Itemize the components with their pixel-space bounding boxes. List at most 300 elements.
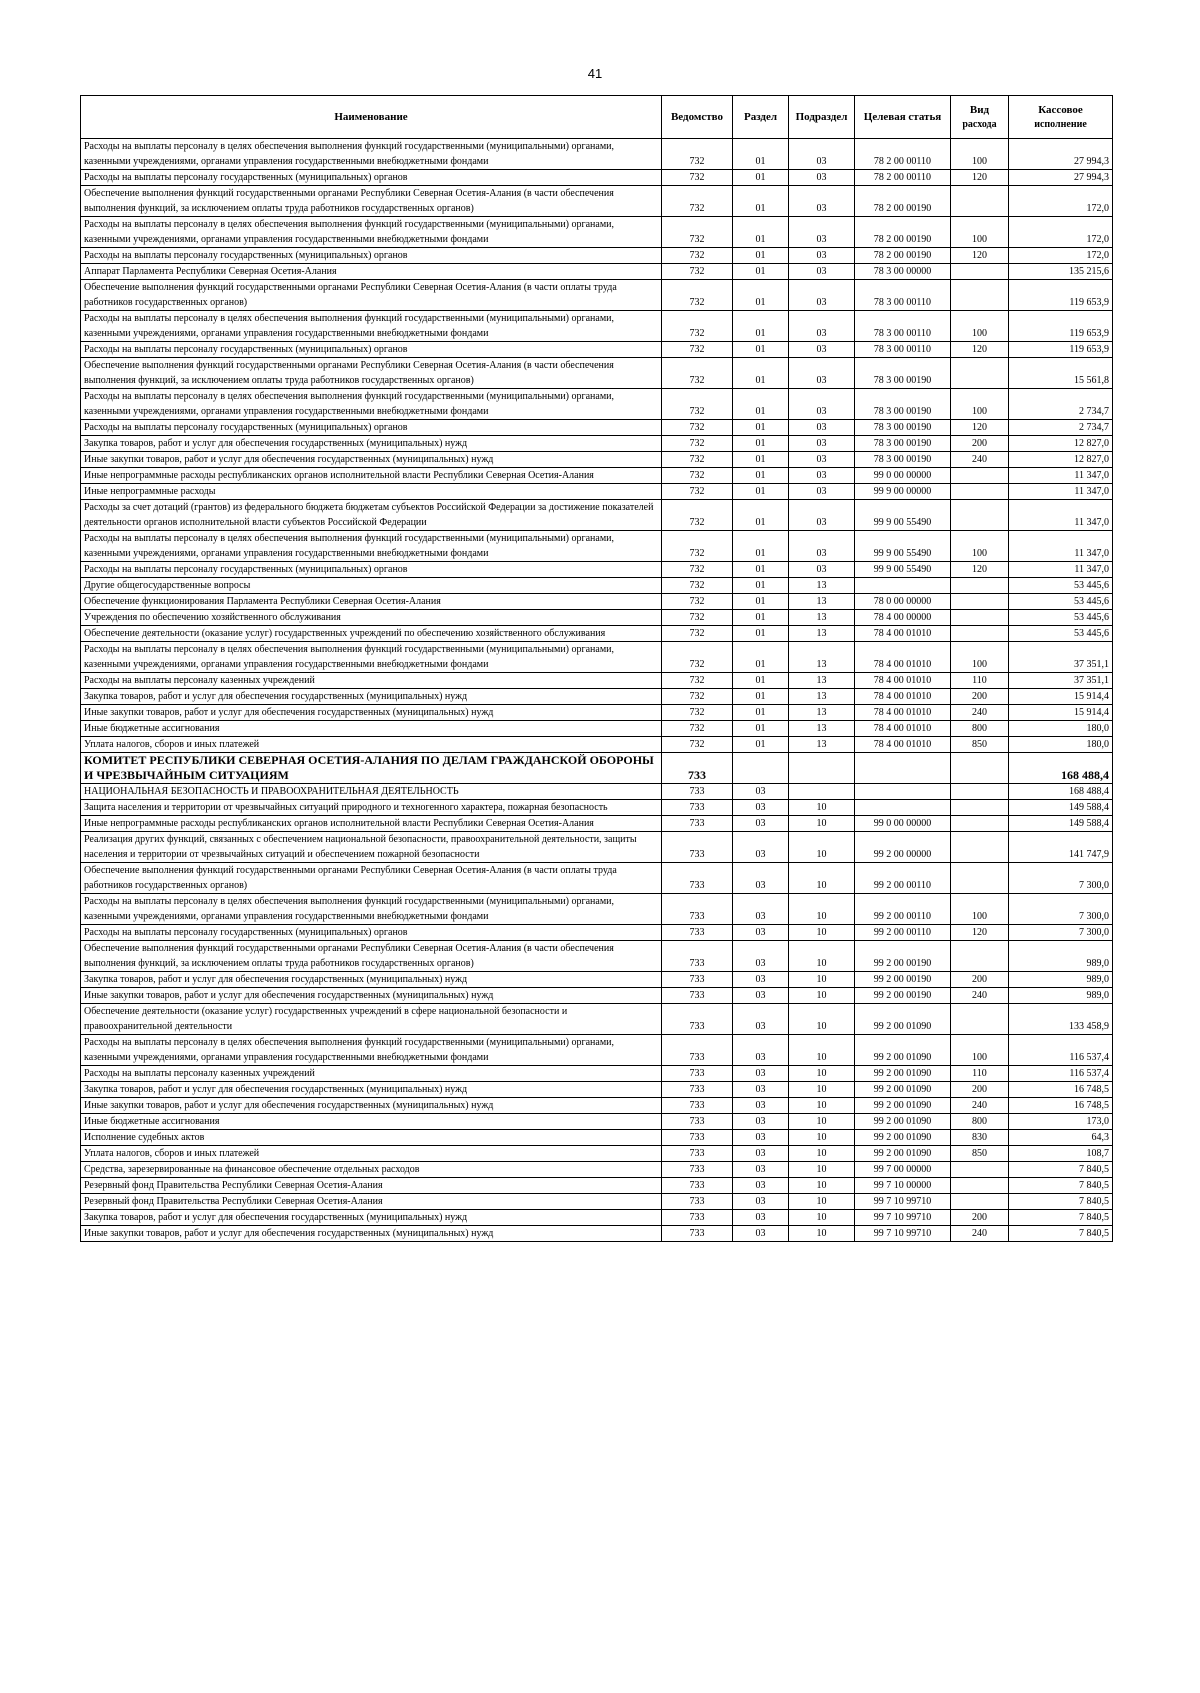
cell-subsection: 10 xyxy=(789,1178,855,1194)
cell-department: 732 xyxy=(662,389,733,420)
cell-section: 01 xyxy=(733,594,789,610)
cell-target-article: 99 2 00 01090 xyxy=(855,1035,951,1066)
cell-expense-type: 200 xyxy=(951,1210,1009,1226)
table-row xyxy=(81,1194,1113,1210)
cell-section: 03 xyxy=(733,816,789,832)
cell-section: 01 xyxy=(733,642,789,673)
cell-target-article: 78 4 00 01010 xyxy=(855,673,951,689)
cell-department: 733 xyxy=(662,1130,733,1146)
cell-department: 732 xyxy=(662,358,733,389)
cell-section: 03 xyxy=(733,832,789,863)
cell-department: 732 xyxy=(662,642,733,673)
cell-expense-type: 100 xyxy=(951,1035,1009,1066)
cell-expense-type: 120 xyxy=(951,248,1009,264)
cell-cash-execution: 12 827,0 xyxy=(1009,436,1113,452)
cell-cash-execution: 7 840,5 xyxy=(1009,1178,1113,1194)
cell-subsection: 10 xyxy=(789,832,855,863)
cell-name: Расходы на выплаты персоналу государственных (муниципальных) органов xyxy=(81,342,662,358)
table-row xyxy=(81,500,1113,531)
cell-cash-execution: 11 347,0 xyxy=(1009,562,1113,578)
table-row xyxy=(81,389,1113,420)
cell-expense-type xyxy=(951,1194,1009,1210)
cell-name: Иные бюджетные ассигнования xyxy=(81,721,662,737)
cell-cash-execution: 180,0 xyxy=(1009,721,1113,737)
table-body xyxy=(81,139,1113,1242)
cell-expense-type xyxy=(951,784,1009,800)
cell-section: 01 xyxy=(733,737,789,753)
cell-expense-type: 200 xyxy=(951,972,1009,988)
cell-name: Резервный фонд Правительства Республики Северная Осетия-Алания xyxy=(81,1178,662,1194)
cell-expense-type xyxy=(951,500,1009,531)
cell-cash-execution: 149 588,4 xyxy=(1009,816,1113,832)
cell-target-article: 78 4 00 01010 xyxy=(855,626,951,642)
table-row xyxy=(81,1162,1113,1178)
cell-expense-type: 240 xyxy=(951,1226,1009,1242)
cell-department: 732 xyxy=(662,186,733,217)
cell-cash-execution: 119 653,9 xyxy=(1009,342,1113,358)
cell-name: Закупка товаров, работ и услуг для обеспечения государственных (муниципальных) нужд xyxy=(81,436,662,452)
cell-subsection: 13 xyxy=(789,578,855,594)
cell-subsection: 13 xyxy=(789,689,855,705)
cell-cash-execution: 53 445,6 xyxy=(1009,578,1113,594)
cell-section: 01 xyxy=(733,705,789,721)
cell-subsection: 03 xyxy=(789,484,855,500)
cell-subsection: 10 xyxy=(789,1004,855,1035)
cell-subsection: 03 xyxy=(789,436,855,452)
cell-section: 03 xyxy=(733,1114,789,1130)
cell-expense-type xyxy=(951,1178,1009,1194)
cell-target-article: 78 0 00 00000 xyxy=(855,594,951,610)
cell-department: 733 xyxy=(662,925,733,941)
cell-subsection: 10 xyxy=(789,1162,855,1178)
cell-department: 732 xyxy=(662,531,733,562)
header-expense-type-line2: расхода xyxy=(962,118,997,130)
cell-name: Средства, зарезервированные на финансовое обеспечение отдельных расходов xyxy=(81,1162,662,1178)
cell-subsection: 10 xyxy=(789,925,855,941)
cell-name: Обеспечение функционирования Парламента Республики Северная Осетия-Алания xyxy=(81,594,662,610)
cell-target-article: 99 2 00 01090 xyxy=(855,1082,951,1098)
cell-expense-type: 200 xyxy=(951,1082,1009,1098)
cell-name: Расходы на выплаты персоналу в целях обеспечения выполнения функций государственными (муниципальными) органами, казенными учреждениями, органами управления государственными внебюджетными фондами xyxy=(81,139,662,170)
cell-department: 732 xyxy=(662,139,733,170)
cell-section: 03 xyxy=(733,925,789,941)
cell-cash-execution: 7 300,0 xyxy=(1009,863,1113,894)
header-department: Ведомство xyxy=(662,96,733,139)
cell-name: Иные закупки товаров, работ и услуг для обеспечения государственных (муниципальных) нужд xyxy=(81,988,662,1004)
cell-expense-type xyxy=(951,800,1009,816)
cell-cash-execution: 119 653,9 xyxy=(1009,311,1113,342)
cell-expense-type: 850 xyxy=(951,1146,1009,1162)
cell-department: 733 xyxy=(662,784,733,800)
header-subsection: Подраздел xyxy=(789,96,855,139)
cell-section: 01 xyxy=(733,626,789,642)
cell-expense-type xyxy=(951,832,1009,863)
table-row xyxy=(81,894,1113,925)
cell-subsection: 10 xyxy=(789,800,855,816)
page-number: 41 xyxy=(587,66,603,81)
cell-name: Расходы на выплаты персоналу казенных учреждений xyxy=(81,1066,662,1082)
cell-cash-execution: 135 215,6 xyxy=(1009,264,1113,280)
cell-name: Исполнение судебных актов xyxy=(81,1130,662,1146)
cell-name: Расходы на выплаты персоналу в целях обеспечения выполнения функций государственными (муниципальными) органами, казенными учреждениями, органами управления государственными внебюджетными фондами xyxy=(81,642,662,673)
cell-name: Иные непрограммные расходы xyxy=(81,484,662,500)
cell-expense-type xyxy=(951,594,1009,610)
table-row xyxy=(81,1210,1113,1226)
cell-cash-execution: 108,7 xyxy=(1009,1146,1113,1162)
cell-subsection: 10 xyxy=(789,1194,855,1210)
cell-cash-execution: 7 840,5 xyxy=(1009,1226,1113,1242)
cell-subsection: 03 xyxy=(789,139,855,170)
table-row xyxy=(81,784,1113,800)
cell-department: 733 xyxy=(662,863,733,894)
cell-name: Уплата налогов, сборов и иных платежей xyxy=(81,737,662,753)
cell-department: 732 xyxy=(662,311,733,342)
cell-department: 733 xyxy=(662,753,733,784)
cell-target-article: 78 4 00 00000 xyxy=(855,610,951,626)
cell-cash-execution: 27 994,3 xyxy=(1009,170,1113,186)
cell-section: 01 xyxy=(733,436,789,452)
cell-expense-type: 110 xyxy=(951,1066,1009,1082)
cell-section: 01 xyxy=(733,342,789,358)
cell-department: 732 xyxy=(662,578,733,594)
cell-expense-type xyxy=(951,358,1009,389)
cell-expense-type xyxy=(951,186,1009,217)
cell-target-article: 78 4 00 01010 xyxy=(855,705,951,721)
cell-section: 01 xyxy=(733,420,789,436)
cell-cash-execution: 11 347,0 xyxy=(1009,468,1113,484)
cell-expense-type: 100 xyxy=(951,531,1009,562)
cell-department: 732 xyxy=(662,420,733,436)
cell-name: Уплата налогов, сборов и иных платежей xyxy=(81,1146,662,1162)
cell-expense-type: 100 xyxy=(951,311,1009,342)
cell-section: 03 xyxy=(733,894,789,925)
cell-target-article: 99 0 00 00000 xyxy=(855,816,951,832)
cell-name: Расходы на выплаты персоналу в целях обеспечения выполнения функций государственными (муниципальными) органами, казенными учреждениями, органами управления государственными внебюджетными фондами xyxy=(81,311,662,342)
cell-department: 733 xyxy=(662,1098,733,1114)
cell-expense-type: 120 xyxy=(951,562,1009,578)
cell-cash-execution: 64,3 xyxy=(1009,1130,1113,1146)
cell-section: 01 xyxy=(733,484,789,500)
cell-cash-execution: 53 445,6 xyxy=(1009,594,1113,610)
cell-cash-execution: 27 994,3 xyxy=(1009,139,1113,170)
cell-department: 732 xyxy=(662,500,733,531)
cell-name: Расходы на выплаты персоналу государственных (муниципальных) органов xyxy=(81,925,662,941)
cell-department: 732 xyxy=(662,342,733,358)
cell-section: 01 xyxy=(733,468,789,484)
cell-department: 732 xyxy=(662,217,733,248)
table-row xyxy=(81,280,1113,311)
cell-cash-execution: 2 734,7 xyxy=(1009,420,1113,436)
cell-subsection: 13 xyxy=(789,705,855,721)
cell-target-article: 78 2 00 00190 xyxy=(855,186,951,217)
table-row xyxy=(81,941,1113,972)
cell-section: 03 xyxy=(733,1178,789,1194)
cell-department: 733 xyxy=(662,1146,733,1162)
cell-subsection: 10 xyxy=(789,972,855,988)
cell-department: 733 xyxy=(662,1194,733,1210)
table-row xyxy=(81,1146,1113,1162)
cell-section: 01 xyxy=(733,358,789,389)
cell-name: Расходы на выплаты персоналу в целях обеспечения выполнения функций государственными (муниципальными) органами, казенными учреждениями, органами управления государственными внебюджетными фондами xyxy=(81,531,662,562)
cell-name: Иные непрограммные расходы республиканских органов исполнительной власти Республики Северная Осетия-Алания xyxy=(81,816,662,832)
cell-name: Расходы на выплаты персоналу в целях обеспечения выполнения функций государственными (муниципальными) органами, казенными учреждениями, органами управления государственными внебюджетными фондами xyxy=(81,389,662,420)
cell-cash-execution: 989,0 xyxy=(1009,972,1113,988)
cell-expense-type xyxy=(951,626,1009,642)
cell-section: 01 xyxy=(733,170,789,186)
cell-name: Резервный фонд Правительства Республики Северная Осетия-Алания xyxy=(81,1194,662,1210)
cell-name: Закупка товаров, работ и услуг для обеспечения государственных (муниципальных) нужд xyxy=(81,972,662,988)
cell-cash-execution: 11 347,0 xyxy=(1009,500,1113,531)
cell-name: Расходы на выплаты персоналу в целях обеспечения выполнения функций государственными (муниципальными) органами, казенными учреждениями, органами управления государственными внебюджетными фондами xyxy=(81,217,662,248)
cell-department: 732 xyxy=(662,689,733,705)
cell-section: 01 xyxy=(733,578,789,594)
cell-expense-type: 240 xyxy=(951,1098,1009,1114)
cell-name: Расходы на выплаты персоналу государственных (муниципальных) органов xyxy=(81,170,662,186)
cell-target-article: 99 2 00 00190 xyxy=(855,988,951,1004)
table-row xyxy=(81,1098,1113,1114)
cell-target-article: 78 2 00 00190 xyxy=(855,248,951,264)
cell-name: Иные закупки товаров, работ и услуг для обеспечения государственных (муниципальных) нужд xyxy=(81,452,662,468)
cell-subsection: 10 xyxy=(789,988,855,1004)
cell-cash-execution: 15 914,4 xyxy=(1009,689,1113,705)
cell-cash-execution: 133 458,9 xyxy=(1009,1004,1113,1035)
cell-target-article: 78 3 00 00190 xyxy=(855,420,951,436)
cell-target-article: 99 7 10 99710 xyxy=(855,1226,951,1242)
cell-target-article: 99 2 00 00110 xyxy=(855,863,951,894)
cell-section: 01 xyxy=(733,531,789,562)
cell-name: Расходы за счет дотаций (грантов) из федерального бюджета бюджетам субъектов Российской Федерации за достижение показателей деятельности органов исполнительной власти субъектов Российской Федерации xyxy=(81,500,662,531)
cell-section: 01 xyxy=(733,248,789,264)
cell-subsection: 03 xyxy=(789,358,855,389)
cell-expense-type xyxy=(951,941,1009,972)
cell-target-article: 99 7 00 00000 xyxy=(855,1162,951,1178)
cell-subsection: 10 xyxy=(789,1066,855,1082)
cell-cash-execution: 172,0 xyxy=(1009,186,1113,217)
cell-name: Обеспечение выполнения функций государственными органами Республики Северная Осетия-Алания (в части оплаты труда работников государственных органов) xyxy=(81,863,662,894)
cell-department: 733 xyxy=(662,816,733,832)
cell-cash-execution: 172,0 xyxy=(1009,248,1113,264)
cell-expense-type: 120 xyxy=(951,170,1009,186)
cell-target-article: 99 9 00 55490 xyxy=(855,531,951,562)
cell-subsection: 03 xyxy=(789,420,855,436)
cell-department: 732 xyxy=(662,562,733,578)
cell-name: НАЦИОНАЛЬНАЯ БЕЗОПАСНОСТЬ И ПРАВООХРАНИТЕЛЬНАЯ ДЕЯТЕЛЬНОСТЬ xyxy=(81,784,662,800)
budget-execution-table xyxy=(80,95,1113,1242)
cell-section: 01 xyxy=(733,500,789,531)
cell-department: 733 xyxy=(662,1210,733,1226)
cell-subsection: 13 xyxy=(789,594,855,610)
cell-department: 732 xyxy=(662,737,733,753)
cell-expense-type xyxy=(951,264,1009,280)
cell-target-article: 78 2 00 00190 xyxy=(855,217,951,248)
table-row xyxy=(81,217,1113,248)
cell-name: Расходы на выплаты персоналу государственных (муниципальных) органов xyxy=(81,248,662,264)
cell-expense-type: 100 xyxy=(951,139,1009,170)
cell-section: 03 xyxy=(733,784,789,800)
cell-subsection: 10 xyxy=(789,894,855,925)
cell-target-article: 99 9 00 00000 xyxy=(855,484,951,500)
cell-department: 732 xyxy=(662,468,733,484)
cell-cash-execution: 12 827,0 xyxy=(1009,452,1113,468)
cell-department: 732 xyxy=(662,484,733,500)
cell-section: 03 xyxy=(733,1210,789,1226)
cell-name: Обеспечение выполнения функций государственными органами Республики Северная Осетия-Алания (в части оплаты труда работников государственных органов) xyxy=(81,280,662,311)
table-row xyxy=(81,139,1113,170)
cell-department: 732 xyxy=(662,264,733,280)
cell-expense-type: 110 xyxy=(951,673,1009,689)
table-row xyxy=(81,1130,1113,1146)
cell-section: 01 xyxy=(733,186,789,217)
cell-subsection: 03 xyxy=(789,217,855,248)
cell-cash-execution: 168 488,4 xyxy=(1009,753,1113,784)
cell-cash-execution: 7 840,5 xyxy=(1009,1210,1113,1226)
cell-cash-execution: 53 445,6 xyxy=(1009,626,1113,642)
table-row xyxy=(81,863,1113,894)
cell-name: Обеспечение деятельности (оказание услуг) государственных учреждений в сфере национальной безопасности и правоохранительной деятельности xyxy=(81,1004,662,1035)
cell-section: 03 xyxy=(733,1035,789,1066)
cell-name: Аппарат Парламента Республики Северная Осетия-Алания xyxy=(81,264,662,280)
cell-subsection: 10 xyxy=(789,1114,855,1130)
cell-cash-execution: 172,0 xyxy=(1009,217,1113,248)
cell-name: Защита населения и территории от чрезвычайных ситуаций природного и техногенного характера, пожарная безопасность xyxy=(81,800,662,816)
cell-cash-execution: 7 840,5 xyxy=(1009,1194,1113,1210)
cell-subsection xyxy=(789,784,855,800)
table-row xyxy=(81,342,1113,358)
cell-subsection: 13 xyxy=(789,626,855,642)
cell-target-article: 78 4 00 01010 xyxy=(855,689,951,705)
table-row xyxy=(81,420,1113,436)
cell-section: 03 xyxy=(733,800,789,816)
cell-subsection: 03 xyxy=(789,531,855,562)
cell-cash-execution: 989,0 xyxy=(1009,941,1113,972)
cell-department: 733 xyxy=(662,800,733,816)
cell-name: Расходы на выплаты персоналу казенных учреждений xyxy=(81,673,662,689)
cell-section: 03 xyxy=(733,941,789,972)
cell-section: 03 xyxy=(733,1226,789,1242)
cell-expense-type: 100 xyxy=(951,389,1009,420)
cell-target-article xyxy=(855,753,951,784)
cell-subsection: 03 xyxy=(789,248,855,264)
cell-expense-type: 120 xyxy=(951,420,1009,436)
cell-target-article: 99 9 00 55490 xyxy=(855,562,951,578)
header-expense-type-line1: Вид xyxy=(969,103,990,116)
cell-subsection: 03 xyxy=(789,500,855,531)
cell-cash-execution: 116 537,4 xyxy=(1009,1066,1113,1082)
cell-target-article xyxy=(855,578,951,594)
cell-target-article: 78 4 00 01010 xyxy=(855,642,951,673)
header-name: Наименование xyxy=(81,96,662,139)
cell-department: 733 xyxy=(662,1178,733,1194)
cell-name: Иные закупки товаров, работ и услуг для обеспечения государственных (муниципальных) нужд xyxy=(81,1226,662,1242)
cell-target-article: 78 4 00 01010 xyxy=(855,721,951,737)
table-row xyxy=(81,610,1113,626)
cell-subsection: 13 xyxy=(789,610,855,626)
table-row xyxy=(81,721,1113,737)
table-row xyxy=(81,311,1113,342)
cell-target-article: 99 2 00 00190 xyxy=(855,941,951,972)
cell-target-article: 99 7 10 99710 xyxy=(855,1194,951,1210)
cell-name: Расходы на выплаты персоналу в целях обеспечения выполнения функций государственными (муниципальными) органами, казенными учреждениями, органами управления государственными внебюджетными фондами xyxy=(81,894,662,925)
cell-expense-type: 830 xyxy=(951,1130,1009,1146)
cell-target-article: 99 2 00 01090 xyxy=(855,1098,951,1114)
cell-subsection: 03 xyxy=(789,170,855,186)
cell-target-article: 99 2 00 00110 xyxy=(855,925,951,941)
cell-department: 733 xyxy=(662,894,733,925)
cell-target-article: 99 7 10 00000 xyxy=(855,1178,951,1194)
cell-department: 732 xyxy=(662,705,733,721)
cell-department: 733 xyxy=(662,988,733,1004)
cell-department: 732 xyxy=(662,170,733,186)
cell-department: 732 xyxy=(662,594,733,610)
cell-cash-execution: 11 347,0 xyxy=(1009,531,1113,562)
cell-subsection: 13 xyxy=(789,673,855,689)
cell-expense-type xyxy=(951,1004,1009,1035)
header-section: Раздел xyxy=(733,96,789,139)
table-row xyxy=(81,972,1113,988)
cell-target-article: 78 3 00 00110 xyxy=(855,342,951,358)
cell-section: 03 xyxy=(733,1066,789,1082)
cell-expense-type: 120 xyxy=(951,925,1009,941)
cell-section: 01 xyxy=(733,610,789,626)
cell-subsection: 03 xyxy=(789,311,855,342)
header-cash-execution-line1: Кассовое xyxy=(1038,103,1083,116)
cell-expense-type xyxy=(951,578,1009,594)
cell-department: 733 xyxy=(662,1082,733,1098)
cell-expense-type: 200 xyxy=(951,436,1009,452)
cell-cash-execution: 15 561,8 xyxy=(1009,358,1113,389)
cell-name: Иные непрограммные расходы республиканских органов исполнительной власти Республики Северная Осетия-Алания xyxy=(81,468,662,484)
cell-section: 03 xyxy=(733,1146,789,1162)
cell-section: 03 xyxy=(733,1004,789,1035)
cell-department: 733 xyxy=(662,972,733,988)
cell-subsection: 10 xyxy=(789,941,855,972)
table-row xyxy=(81,170,1113,186)
cell-cash-execution: 53 445,6 xyxy=(1009,610,1113,626)
cell-target-article: 99 2 00 00110 xyxy=(855,894,951,925)
cell-name: Другие общегосударственные вопросы xyxy=(81,578,662,594)
table-row xyxy=(81,578,1113,594)
table-row xyxy=(81,816,1113,832)
cell-expense-type: 100 xyxy=(951,642,1009,673)
table-row xyxy=(81,1004,1113,1035)
cell-department: 733 xyxy=(662,832,733,863)
cell-name: Иные бюджетные ассигнования xyxy=(81,1114,662,1130)
cell-department: 732 xyxy=(662,436,733,452)
cell-section: 01 xyxy=(733,264,789,280)
cell-expense-type xyxy=(951,1162,1009,1178)
table-row xyxy=(81,988,1113,1004)
cell-section: 01 xyxy=(733,217,789,248)
cell-expense-type xyxy=(951,468,1009,484)
cell-name: Расходы на выплаты персоналу государственных (муниципальных) органов xyxy=(81,420,662,436)
cell-name: Расходы на выплаты персоналу в целях обеспечения выполнения функций государственными (муниципальными) органами, казенными учреждениями, органами управления государственными внебюджетными фондами xyxy=(81,1035,662,1066)
cell-subsection: 03 xyxy=(789,186,855,217)
cell-target-article: 78 3 00 00110 xyxy=(855,280,951,311)
cell-department: 732 xyxy=(662,626,733,642)
table-row xyxy=(81,436,1113,452)
cell-cash-execution: 168 488,4 xyxy=(1009,784,1113,800)
cell-cash-execution: 7 840,5 xyxy=(1009,1162,1113,1178)
cell-cash-execution: 173,0 xyxy=(1009,1114,1113,1130)
cell-expense-type xyxy=(951,484,1009,500)
cell-cash-execution: 989,0 xyxy=(1009,988,1113,1004)
cell-target-article: 78 3 00 00190 xyxy=(855,389,951,420)
cell-department: 732 xyxy=(662,280,733,311)
table-row xyxy=(81,800,1113,816)
cell-department: 732 xyxy=(662,721,733,737)
cell-target-article: 78 3 00 00190 xyxy=(855,452,951,468)
cell-section: 01 xyxy=(733,562,789,578)
